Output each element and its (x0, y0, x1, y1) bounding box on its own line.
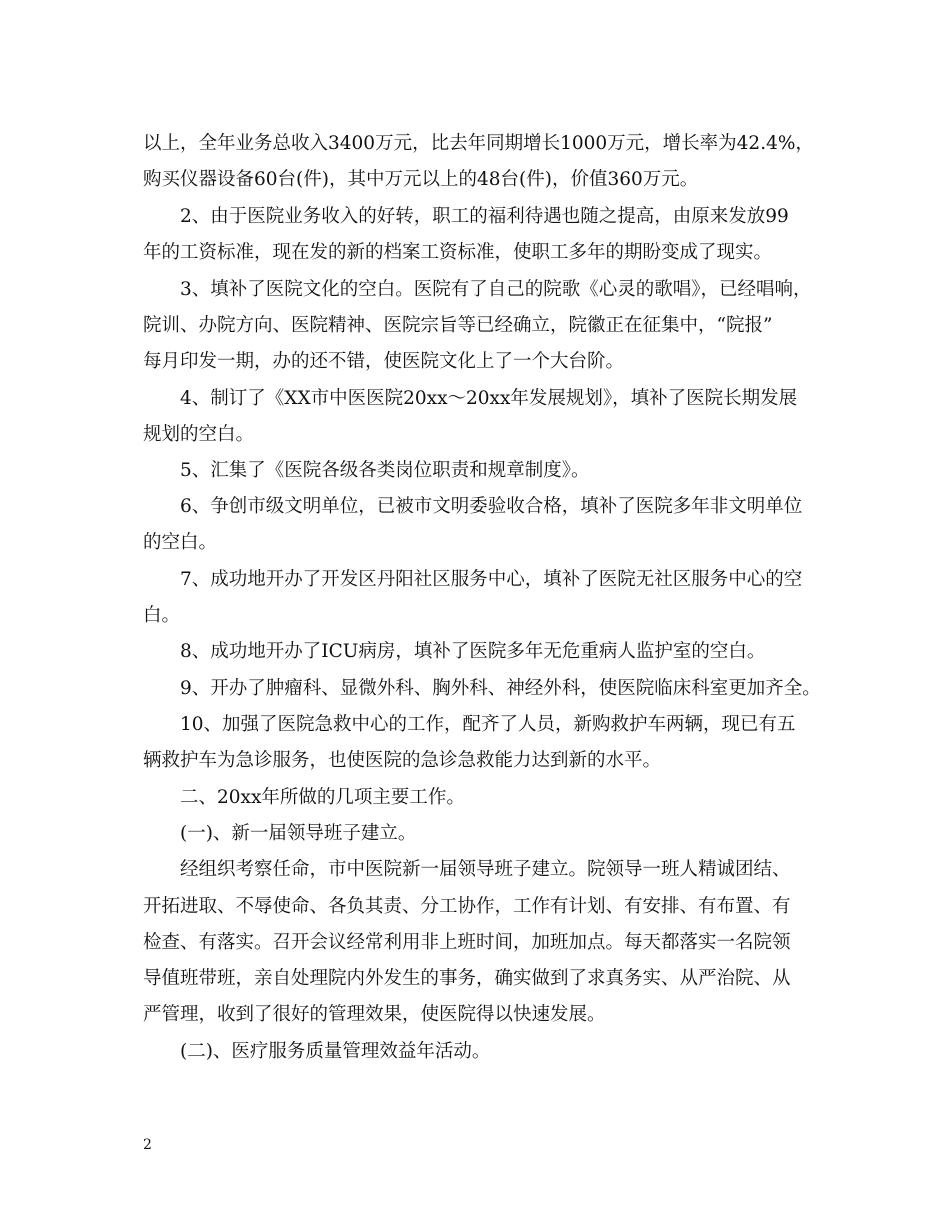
text-line: 导值班带班，亲自处理院内外发生的事务，确实做到了求真务实、从严治院、从 (143, 968, 791, 989)
text-line: 的空白。 (143, 532, 218, 553)
text-line: 检查、有落实。召开会议经常利用非上班时间，加班加点。每天都落实一名院领 (143, 932, 791, 953)
text-line: 规划的空白。 (143, 424, 255, 445)
text-line: 年的工资标准，现在发的新的档案工资标准，使职工多年的期盼变成了现实。 (143, 242, 773, 263)
text-line: 开拓进取、不辱使命、各负其责、分工协作，工作有计划、有安排、有布置、有 (143, 896, 791, 917)
text-line: 以上，全年业务总收入3400万元，比去年同期增长1000万元，增长率为42.4%， (143, 133, 814, 154)
text-line: 5、汇集了《医院各级各类岗位职责和规章制度》。 (180, 460, 590, 481)
text-line: 6、争创市级文明单位，已被市文明委验收合格，填补了医院多年非文明单位 (180, 496, 803, 517)
page-number: 2 (143, 1137, 152, 1153)
text-line: 3、填补了医院文化的空白。医院有了自己的院歌《心灵的歌唱》，已经唱响， (180, 279, 812, 300)
text-line: 严管理，收到了很好的管理效果，使医院得以快速发展。 (143, 1004, 606, 1025)
text-line: 院训、办院方向、医院精神、医院宗旨等已经确立，院徽正在征集中，“院报” (143, 315, 773, 336)
text-line: 白。 (143, 605, 181, 626)
text-line: 每月印发一期，办的还不错，使医院文化上了一个大台阶。 (143, 351, 625, 372)
text-line: 10、加强了医院急救中心的工作，配齐了人员，新购救护车两辆，现已有五 (180, 714, 796, 735)
text-line: 购买仪器设备60台(件)，其中万元以上的48台(件)，价值360万元。 (143, 169, 699, 190)
text-line: 4、制订了《XX市中医医院20xx～20xx年发展规划》，填补了医院长期发展 (180, 388, 798, 409)
text-line: 2、由于医院业务收入的好转，职工的福利待遇也随之提高，由原来发放99 (180, 206, 789, 227)
subsection-heading: (二)、医疗服务质量管理效益年活动。 (180, 1041, 491, 1062)
text-line: 8、成功地开办了ICU病房，填补了医院多年无危重病人监护室的空白。 (180, 641, 766, 662)
text-line: 7、成功地开办了开发区丹阳社区服务中心，填补了医院无社区服务中心的空 (180, 569, 803, 590)
text-line: 9、开办了肿瘤科、显微外科、胸外科、神经外科，使医院临床科室更加齐全。 (180, 678, 821, 699)
subsection-heading: (一)、新一届领导班子建立。 (180, 823, 417, 844)
text-line: 辆救护车为急诊服务，也使医院的急诊急救能力达到新的水平。 (143, 750, 662, 771)
text-line: 经组织考察任命，市中医院新一届领导班子建立。院领导一班人精诚团结、 (180, 859, 791, 880)
section-heading: 二、20xx年所做的几项主要工作。 (180, 787, 465, 808)
